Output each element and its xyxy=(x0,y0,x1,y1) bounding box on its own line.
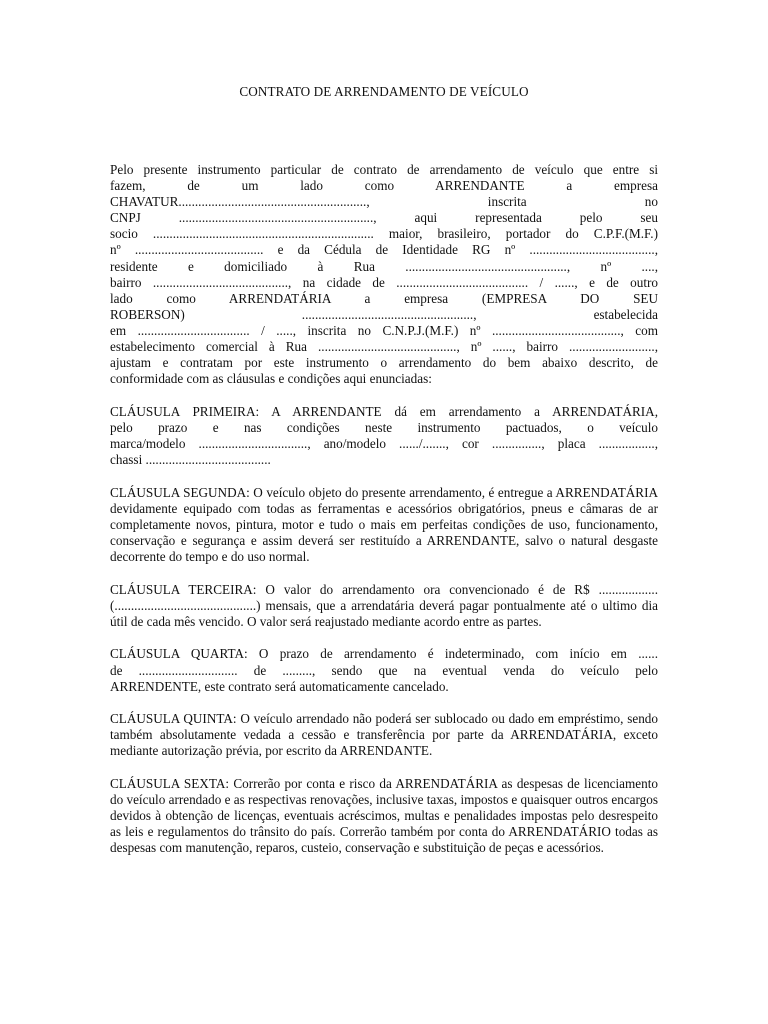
clause-line: CLÁUSULA PRIMEIRA: A ARRENDANTE dá em arrendamento a ARRENDATÁRIA, xyxy=(110,403,658,419)
preamble-line: em .................................. / ....., inscrita no C.N.P.J.(M.F.) nº ......................................., com xyxy=(110,322,658,338)
preamble-line: Pelo presente instrumento particular de contrato de arrendamento de veículo que entre si xyxy=(110,162,658,177)
clause-line: chassi ...................................... xyxy=(110,452,271,468)
clause-terceira: CLÁUSULA TERCEIRA: O valor do arrendamento ora convencionado é de R$ .................. (...........................................) mensais, que a arrendatária deverá pagar pontualmente até o ultimo dia útil de cada mês vencido. O valor será reajustado mediante acordo entre as partes. xyxy=(110,581,658,629)
preamble-line: CNPJ ..........................................................., aqui representada pelo seu xyxy=(110,210,658,226)
clause-line: CLÁUSULA QUARTA: O prazo de arrendamento é indeterminado, com início em ...... xyxy=(110,646,658,662)
preamble-line: estabelecimento comercial à Rua .........................................., nº ......, bairro .........................., xyxy=(110,339,658,355)
preamble-line: fazem, de um lado como ARRENDANTE a empresa xyxy=(110,178,658,194)
clause-line: pelo prazo e nas condições neste instrumento pactuados, o veículo xyxy=(110,419,658,435)
document-page xyxy=(110,84,658,873)
clause-sexta: CLÁUSULA SEXTA: Correrão por conta e risco da ARRENDATÁRIA as despesas de licenciamento do veículo arrendado e as respectivas renovações, inclusive taxas, impostos e quaisquer outros encargos devidos à obtenção de licenças, eventuais acréscimos, multas e penalidades impostas pelo desrespeito as leis e regulamentos do trânsito do país. Correrão também por conta do ARRENDATÁRIO todas as despesas com manutenção, reparos, custeio, conservação e substituição de peças e acessórios. xyxy=(110,776,658,856)
preamble-line: ROBERSON) ...................................................., estabelecida xyxy=(110,306,658,322)
preamble-line: CHAVATUR........................................................., inscrita no xyxy=(110,194,658,210)
preamble-line: lado como ARRENDATÁRIA a empresa (EMPRESA DO SEU xyxy=(110,290,658,306)
clause-quarta xyxy=(110,646,658,694)
clause-primeira xyxy=(110,404,658,468)
clause-line: ARRENDENTE, este contrato será automaticamente cancelado. xyxy=(110,678,449,694)
preamble-line: residente e domiciliado à Rua ................................................., nº ...., xyxy=(110,258,658,274)
document-title: CONTRATO DE ARRENDAMENTO DE VEÍCULO xyxy=(239,84,529,99)
clause-line: de .............................. de ........., sendo que na eventual venda do veículo pelo xyxy=(110,662,658,678)
preamble-line: bairro ........................................., na cidade de ........................................ / ......, e de outro xyxy=(110,274,658,290)
preamble-line: ajustam e contratam por este instrumento o arrendamento do bem abaixo descrito, de xyxy=(110,355,658,371)
clause-quinta: CLÁUSULA QUINTA: O veículo arrendado não poderá ser sublocado ou dado em empréstimo, sendo também absolutamente vedada a cessão e transferência por parte da ARRENDATÁRIA, exceto mediante autorização prévia, por escrito da ARRENDANTE. xyxy=(110,711,658,759)
preamble-line: socio ................................................................... maior, brasileiro, portador do C.P.F.(M.F.) xyxy=(110,226,658,242)
preamble-paragraph xyxy=(110,162,658,387)
preamble-line: conformidade com as cláusulas e condições aqui enunciadas: xyxy=(110,371,432,387)
preamble-line: nº ....................................... e da Cédula de Identidade RG nº ......................................, xyxy=(110,242,658,258)
clause-segunda: CLÁUSULA SEGUNDA: O veículo objeto do presente arrendamento, é entregue a ARRENDATÁRIA devidamente equipado com todas as ferramentas e acessórios obrigatórios, pneus e câmaras de ar completamente novos, pintura, motor e tudo o mais em perfeitas condições de uso, funcionamento, conservação e segurança e assim deverá ser restituído a ARRENDANTE, salvo o natural desgaste decorrente do tempo e do uso normal. xyxy=(110,484,658,565)
clause-line: marca/modelo ................................., ano/modelo ....../......., cor ..............., placa ................., xyxy=(110,436,658,451)
